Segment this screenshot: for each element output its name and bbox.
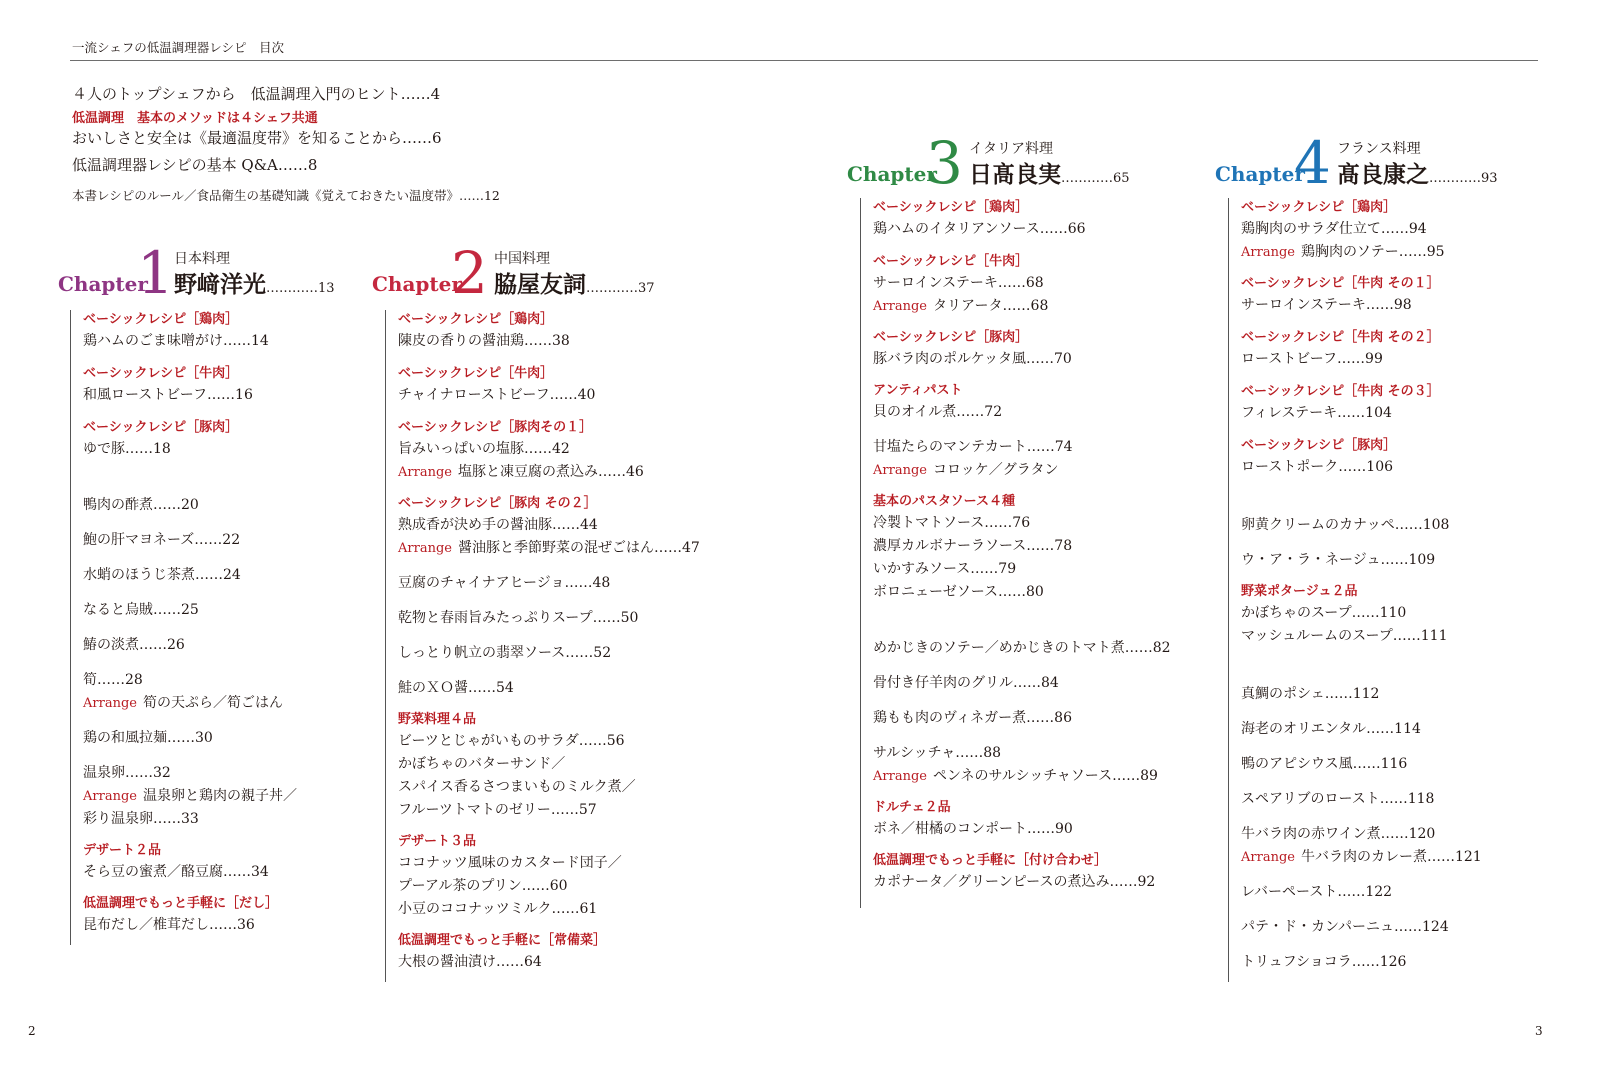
spacer (398, 822, 725, 832)
arrange-entry[interactable] (873, 459, 1200, 482)
recipe-title: ペンネのサルシッチャソース……89 (932, 768, 1158, 784)
section-heading: デザート３品 (398, 834, 477, 849)
recipe-entry[interactable]: ビーツとじゃがいものサラダ……56 (398, 733, 625, 749)
spacer (1241, 648, 1528, 683)
recipe-entry[interactable]: 鶏の和風拉麺……30 (83, 730, 213, 746)
recipe-title: 醤油豚と季節野菜の混ぜごはん……47 (457, 540, 700, 556)
spacer (398, 921, 725, 931)
section-heading: ベーシックレシピ［鶏肉］ (398, 312, 554, 327)
recipe-entry[interactable]: 鶏胸肉のサラダ仕立て……94 (1241, 221, 1427, 237)
intro-section (72, 84, 632, 206)
recipe-entry[interactable]: 豚バラ肉のポルケッタ風……70 (873, 351, 1072, 367)
recipe-entry[interactable]: そら豆の蜜煮／酪豆腐……34 (83, 864, 269, 880)
recipe-entry[interactable]: 鴨肉の酢煮……20 (83, 497, 199, 513)
recipe-entry[interactable]: かぼちゃのバターサンド／ (398, 756, 566, 772)
chapter-page: …………93 (1429, 171, 1498, 186)
section-heading: ベーシックレシピ［豚肉］ (83, 420, 239, 435)
spacer (873, 604, 1200, 637)
recipe-title: 牛バラ肉のカレー煮……121 (1300, 849, 1482, 865)
section-heading: ベーシックレシピ［鶏肉］ (873, 200, 1029, 215)
spacer (83, 622, 370, 634)
chapter-2-heading (372, 239, 672, 307)
chapter-page: …………37 (586, 281, 655, 296)
chapter-word: Chapter (372, 272, 462, 296)
section-heading: 低温調理でもっと手軽に［だし］ (83, 896, 279, 911)
spacer (83, 517, 370, 529)
arrange-label: Arrange (83, 696, 137, 711)
arrange-entry[interactable] (398, 461, 725, 484)
section-heading: ドルチェ２品 (873, 800, 951, 815)
arrange-entry[interactable] (398, 537, 725, 560)
arrange-label: Arrange (83, 789, 137, 804)
chef-name: 野﨑洋光 (174, 272, 266, 298)
recipe-entry[interactable]: 熟成香が決め手の醤油豚……44 (398, 517, 598, 533)
spacer (873, 482, 1200, 492)
recipe-entry[interactable]: 鶏ハムのイタリアンソース……66 (873, 221, 1086, 237)
spacer (398, 665, 725, 677)
spacer (1241, 706, 1528, 718)
spacer (1241, 537, 1528, 549)
recipe-entry[interactable]: 冷製トマトソース……76 (873, 515, 1031, 531)
section-heading: 低温調理でもっと手軽に［常備菜］ (398, 933, 607, 948)
spacer (873, 318, 1200, 328)
spacer (398, 560, 725, 572)
recipe-entry[interactable]: 鶏ハムのごま味噌がけ……14 (83, 333, 269, 349)
spacer (1241, 572, 1528, 582)
recipe-entry[interactable]: 温泉卵……32 (83, 765, 171, 781)
recipe-entry[interactable]: 鶏もも肉のヴィネガー煮……86 (873, 710, 1072, 726)
toc-entry[interactable]: おいしさと安全は《最適温度帯》を知ることから……6 (72, 129, 442, 147)
chapter-3-list (860, 198, 1200, 908)
arrange-label: Arrange (1241, 245, 1295, 260)
section-heading: 野菜料理４品 (398, 712, 477, 727)
arrange-label: Arrange (398, 541, 452, 556)
section-heading: ベーシックレシピ［豚肉 その２］ (398, 496, 597, 511)
arrange-entry[interactable] (1241, 846, 1528, 869)
spacer (1241, 741, 1528, 753)
toc-entry[interactable]: ４人のトップシェフから 低温調理入門のヒント……4 (72, 85, 441, 103)
page-number-left: 2 (28, 1024, 36, 1038)
chapter-number: 1 (137, 239, 174, 307)
chapter-word: Chapter (1215, 162, 1305, 186)
recipe-entry[interactable]: ローストポーク……106 (1241, 459, 1394, 475)
spacer (873, 695, 1200, 707)
spacer (83, 461, 370, 494)
section-heading: ベーシックレシピ［鶏肉］ (83, 312, 239, 327)
recipe-entry[interactable]: パテ・ド・カンパーニュ……124 (1241, 919, 1449, 935)
chapter-4-list (1228, 198, 1528, 982)
recipe-entry[interactable]: 旨みいっぱいの塩豚……42 (398, 441, 570, 457)
spacer (398, 353, 725, 364)
spacer (1241, 425, 1528, 436)
recipe-entry[interactable]: スペアリブのロースト……118 (1241, 791, 1435, 807)
recipe-entry[interactable]: 鮭のＸＯ醤……54 (398, 680, 514, 696)
recipe-title: 鶏胸肉のソテー……95 (1300, 244, 1445, 260)
arrange-label: Arrange (398, 465, 452, 480)
recipe-title: 筍の天ぷら／筍ごはん (142, 695, 283, 711)
recipe-entry[interactable]: 昆布だし／椎茸だし……36 (83, 917, 255, 933)
recipe-entry[interactable]: 真鯛のポシェ……112 (1241, 686, 1380, 702)
spacer (873, 730, 1200, 742)
chapter-number: 2 (451, 239, 488, 307)
toc-entry[interactable]: 低温調理器レシピの基本 Q&A……8 (72, 156, 318, 174)
section-heading: ベーシックレシピ［豚肉その１］ (398, 420, 593, 435)
recipe-entry[interactable]: チャイナローストビーフ……40 (398, 387, 596, 403)
recipe-entry[interactable]: 彩り温泉卵……33 (83, 811, 199, 827)
recipe-entry[interactable]: 筍……28 (83, 672, 143, 688)
recipe-entry[interactable]: 牛バラ肉の赤ワイン煮……120 (1241, 826, 1436, 842)
recipe-entry[interactable]: 鮑の肝マヨネーズ……22 (83, 532, 241, 548)
recipe-entry[interactable]: 陳皮の香りの醤油鶏……38 (398, 333, 570, 349)
arrange-entry[interactable] (1241, 241, 1528, 264)
header-divider (70, 60, 1538, 61)
spacer (83, 587, 370, 599)
recipe-entry[interactable]: ローストビーフ……99 (1241, 351, 1383, 367)
recipe-entry[interactable]: 乾物と春雨旨みたっぷりスープ……50 (398, 610, 639, 626)
section-heading: ベーシックレシピ［豚肉］ (873, 330, 1029, 345)
recipe-entry[interactable]: 海老のオリエンタル……114 (1241, 721, 1421, 737)
recipe-title: 温泉卵と鶏肉の親子丼／ (142, 788, 297, 804)
section-heading: ベーシックレシピ［牛肉］ (873, 254, 1029, 269)
spacer (1241, 479, 1528, 514)
arrange-entry[interactable] (83, 785, 370, 808)
chapter-page: …………65 (1061, 171, 1130, 186)
chapter-2-list (385, 310, 725, 982)
recipe-entry[interactable]: しっとり帆立の翡翠ソース……52 (398, 645, 612, 661)
recipe-entry[interactable]: サーロインステーキ……68 (873, 275, 1044, 291)
spacer (873, 424, 1200, 436)
recipe-entry[interactable]: 貝のオイル煮……72 (873, 404, 1003, 420)
section-heading: 野菜ポタージュ２品 (1241, 584, 1358, 599)
spacer (1241, 776, 1528, 788)
spacer (873, 841, 1200, 851)
recipe-entry[interactable]: なると烏賊……25 (83, 602, 199, 618)
recipe-title: コロッケ／グラタン (932, 462, 1059, 478)
section-heading: 低温調理でもっと手軽に［付け合わせ］ (873, 853, 1108, 868)
chef-name: 脇屋友詞 (494, 272, 586, 298)
recipe-entry[interactable]: 鰆の淡煮……26 (83, 637, 185, 653)
spacer (873, 241, 1200, 252)
arrange-label: Arrange (873, 769, 927, 784)
spacer (83, 407, 370, 418)
recipe-entry[interactable]: 水蛸のほうじ茶煮……24 (83, 567, 241, 583)
recipe-entry[interactable]: 卵黄クリームのカナッペ……108 (1241, 517, 1450, 533)
chapter-cuisine: フランス料理 (1337, 141, 1421, 157)
section-heading: ベーシックレシピ［牛肉］ (398, 366, 554, 381)
recipe-entry[interactable]: サルシッチャ……88 (873, 745, 1002, 761)
spacer (1241, 317, 1528, 328)
recipe-entry[interactable]: かぼちゃのスープ……110 (1241, 605, 1407, 621)
spacer (873, 788, 1200, 798)
chapter-chef[interactable] (969, 156, 1130, 189)
spacer (398, 484, 725, 494)
chapter-chef[interactable] (174, 266, 335, 299)
recipe-entry[interactable]: 濃厚カルボナーラソース……78 (873, 538, 1073, 554)
section-heading: アンティパスト (873, 383, 963, 398)
book-title-header: 一流シェフの低温調理器レシピ 目次 (72, 40, 284, 55)
chapter-3-heading (847, 129, 1167, 197)
chapter-1-list (70, 310, 370, 945)
recipe-entry[interactable]: マッシュルームのスープ……111 (1241, 628, 1448, 644)
recipe-entry[interactable]: サーロインステーキ……98 (1241, 297, 1412, 313)
chapter-page: …………13 (266, 281, 335, 296)
chef-name: 髙良康之 (1337, 162, 1429, 188)
recipe-entry[interactable]: スパイス香るさつまいものミルク煮／ (398, 779, 636, 795)
chapter-word: Chapter (58, 272, 148, 296)
chef-name: 日髙良実 (969, 162, 1061, 188)
spacer (83, 552, 370, 564)
recipe-entry[interactable]: フィレステーキ……104 (1241, 405, 1392, 421)
spacer (873, 660, 1200, 672)
recipe-entry[interactable]: 鴨のアピシウス風……116 (1241, 756, 1408, 772)
section-heading: ベーシックレシピ［牛肉 その３］ (1241, 384, 1440, 399)
arrange-label: Arrange (873, 463, 927, 478)
recipe-entry[interactable]: トリュフショコラ……126 (1241, 954, 1407, 970)
spacer (1241, 811, 1528, 823)
spacer (83, 657, 370, 669)
recipe-entry[interactable]: ボネ／柑橘のコンポート……90 (873, 821, 1073, 837)
arrange-label: Arrange (1241, 850, 1295, 865)
recipe-entry[interactable]: 大根の醤油漬け……64 (398, 954, 542, 970)
arrange-label: Arrange (873, 299, 927, 314)
recipe-entry[interactable]: ウ・ア・ラ・ネージュ……109 (1241, 552, 1436, 568)
spacer (1241, 371, 1528, 382)
chapter-chef[interactable] (494, 266, 655, 299)
toc-entry[interactable]: 本書レシピのルール／食品衛生の基礎知識《覚えておきたい温度帯》……12 (72, 188, 500, 203)
chapter-1-heading (58, 239, 348, 307)
spacer (1241, 939, 1528, 951)
chapter-number: 3 (926, 129, 963, 197)
section-heading: ベーシックレシピ［豚肉］ (1241, 438, 1397, 453)
recipe-entry[interactable]: 甘塩たらのマンテカート……74 (873, 439, 1073, 455)
section-heading: 低温調理 基本のメソッドは４シェフ共通 (72, 111, 318, 126)
recipe-entry[interactable]: めかじきのソテー／めかじきのトマト煮……82 (873, 640, 1171, 656)
chapter-word: Chapter (847, 162, 937, 186)
spacer (1241, 264, 1528, 274)
arrange-entry[interactable] (873, 295, 1200, 318)
page-number-right: 3 (1535, 1024, 1543, 1038)
recipe-entry[interactable]: レバーペースト……122 (1241, 884, 1393, 900)
spacer (1241, 869, 1528, 881)
recipe-entry[interactable]: いかすみソース……79 (873, 561, 1017, 577)
recipe-entry[interactable]: 豆腐のチャイナアヒージョ……48 (398, 575, 611, 591)
arrange-entry[interactable] (873, 765, 1200, 788)
recipe-entry[interactable]: ボロニェーゼソース……80 (873, 584, 1044, 600)
spacer (83, 353, 370, 364)
recipe-entry[interactable]: 骨付き仔羊肉のグリル……84 (873, 675, 1059, 691)
spacer (398, 700, 725, 710)
section-heading: ベーシックレシピ［鶏肉］ (1241, 200, 1397, 215)
chapter-4-heading (1215, 129, 1535, 197)
spacer (873, 371, 1200, 381)
spacer (398, 407, 725, 418)
recipe-entry[interactable]: ゆで豚……18 (83, 441, 171, 457)
recipe-title: タリアータ……68 (932, 298, 1049, 314)
recipe-entry[interactable]: カポナータ／グリーンピースの煮込み……92 (873, 874, 1156, 890)
section-heading: ベーシックレシピ［牛肉 その１］ (1241, 276, 1440, 291)
recipe-entry[interactable]: ココナッツ風味のカスタード団子／ (398, 855, 622, 871)
recipe-entry[interactable]: 和風ローストビーフ……16 (83, 387, 253, 403)
recipe-entry[interactable]: 小豆のココナッツミルク……61 (398, 901, 598, 917)
spacer (398, 630, 725, 642)
spacer (83, 831, 370, 841)
recipe-title: 塩豚と凍豆腐の煮込み……46 (457, 464, 644, 480)
spacer (398, 595, 725, 607)
section-heading: ベーシックレシピ［牛肉 その２］ (1241, 330, 1440, 345)
chapter-cuisine: 中国料理 (494, 251, 550, 267)
section-heading: 基本のパスタソース４種 (873, 494, 1015, 509)
spacer (83, 715, 370, 727)
chapter-cuisine: イタリア料理 (969, 141, 1053, 157)
spacer (1241, 904, 1528, 916)
spacer (83, 884, 370, 894)
spacer (83, 750, 370, 762)
chapter-cuisine: 日本料理 (174, 251, 230, 267)
chapter-number: 4 (1294, 129, 1331, 197)
arrange-entry[interactable] (83, 692, 370, 715)
section-heading: ベーシックレシピ［牛肉］ (83, 366, 239, 381)
chapter-chef[interactable] (1337, 156, 1498, 189)
section-heading: デザート２品 (83, 843, 162, 858)
recipe-entry[interactable]: プーアル茶のプリン……60 (398, 878, 568, 894)
recipe-entry[interactable]: フルーツトマトのゼリー……57 (398, 802, 597, 818)
